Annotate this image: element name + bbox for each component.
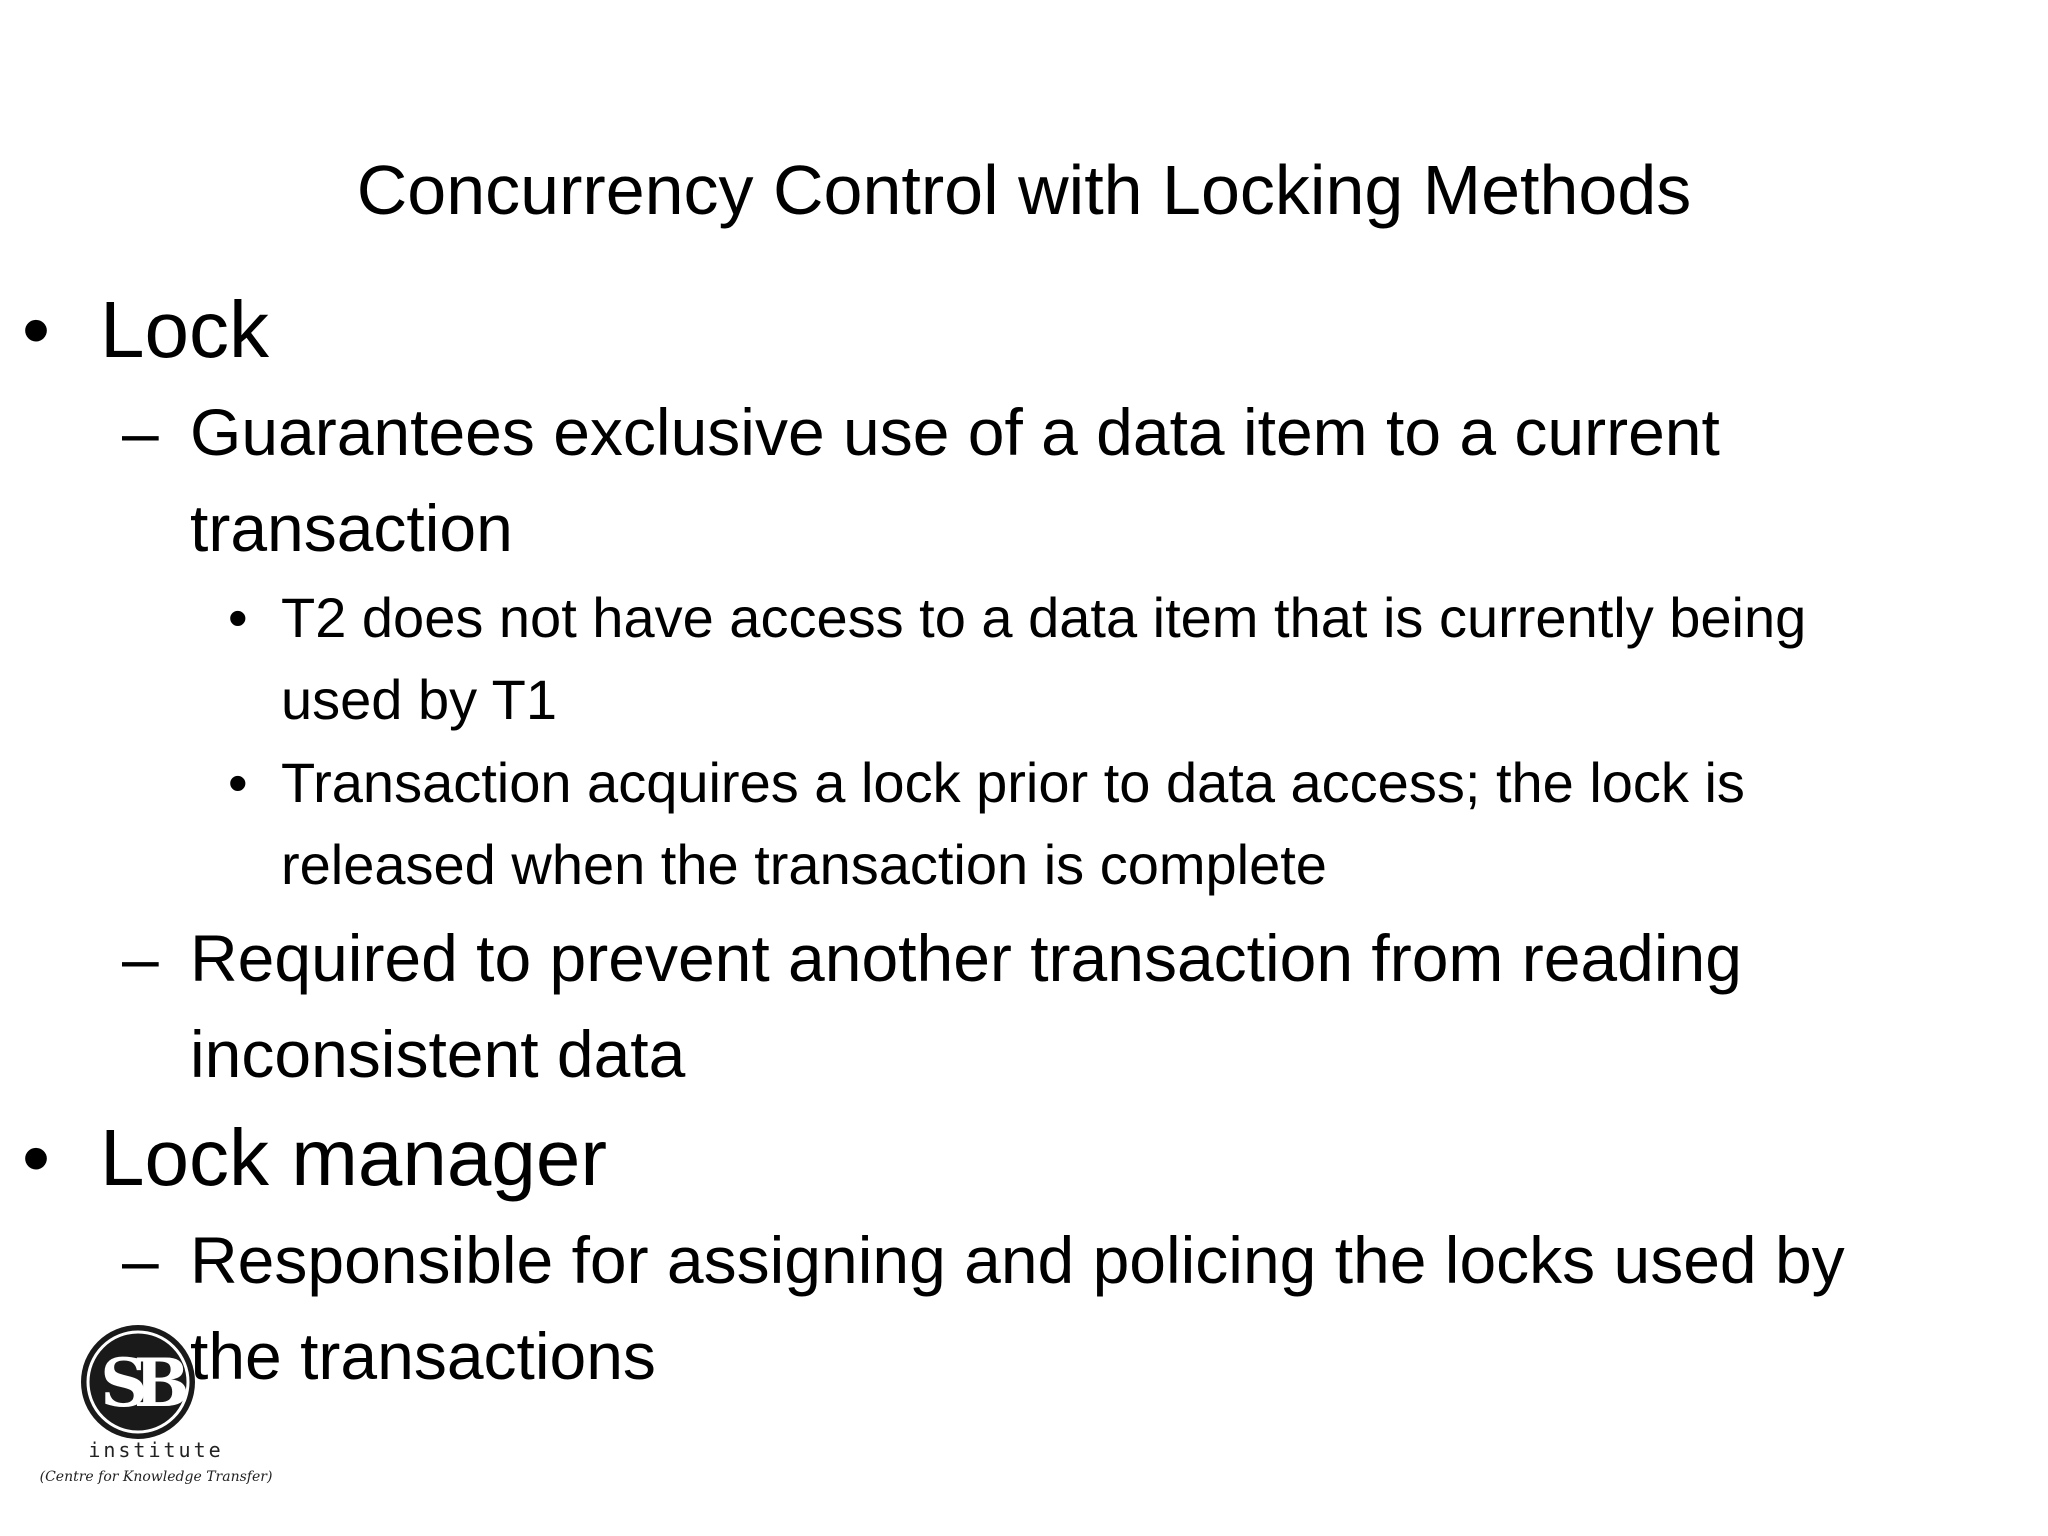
sub-guarantees-line1: Guarantees exclusive use of a data item to a current [190,395,1720,469]
institute-logo [40,1322,302,1492]
sub-t2-line1: T2 does not have access to a data item that is currently being [281,586,1807,649]
sub-t2-line2: used by T1 [281,668,558,731]
sub-guarantees-line2: transaction [190,491,513,565]
bullet-lock-manager: Lock manager [100,1113,607,1202]
sub-required-line1: Required to prevent another transaction from reading [190,921,1742,995]
logo-letters: SB [100,1344,176,1422]
sb-logo-icon [40,1322,302,1492]
bullet-lock: Lock [100,285,269,374]
sub-responsible-line2: the transactions [190,1319,656,1393]
sub-required-line2: inconsistent data [190,1017,686,1091]
dash-icon: – [122,395,159,469]
sub-acquire-line1: Transaction acquires a lock prior to data access; the lock is [281,751,1745,814]
logo-tagline: (Centre for Knowledge Transfer) [40,1469,273,1485]
bullet-icon: • [22,1113,51,1202]
dash-icon: – [122,921,159,995]
sub-acquire-line2: released when the transaction is complete [281,833,1327,896]
small-bullet-icon: • [228,586,248,649]
dash-icon: – [122,1223,159,1297]
bullet-icon: • [22,285,51,374]
small-bullet-icon: • [228,751,248,814]
logo-name: institute [88,1438,224,1462]
sub-responsible-line1: Responsible for assigning and policing the locks used by [190,1223,1845,1297]
slide-title: Concurrency Control with Locking Methods [356,151,1692,229]
